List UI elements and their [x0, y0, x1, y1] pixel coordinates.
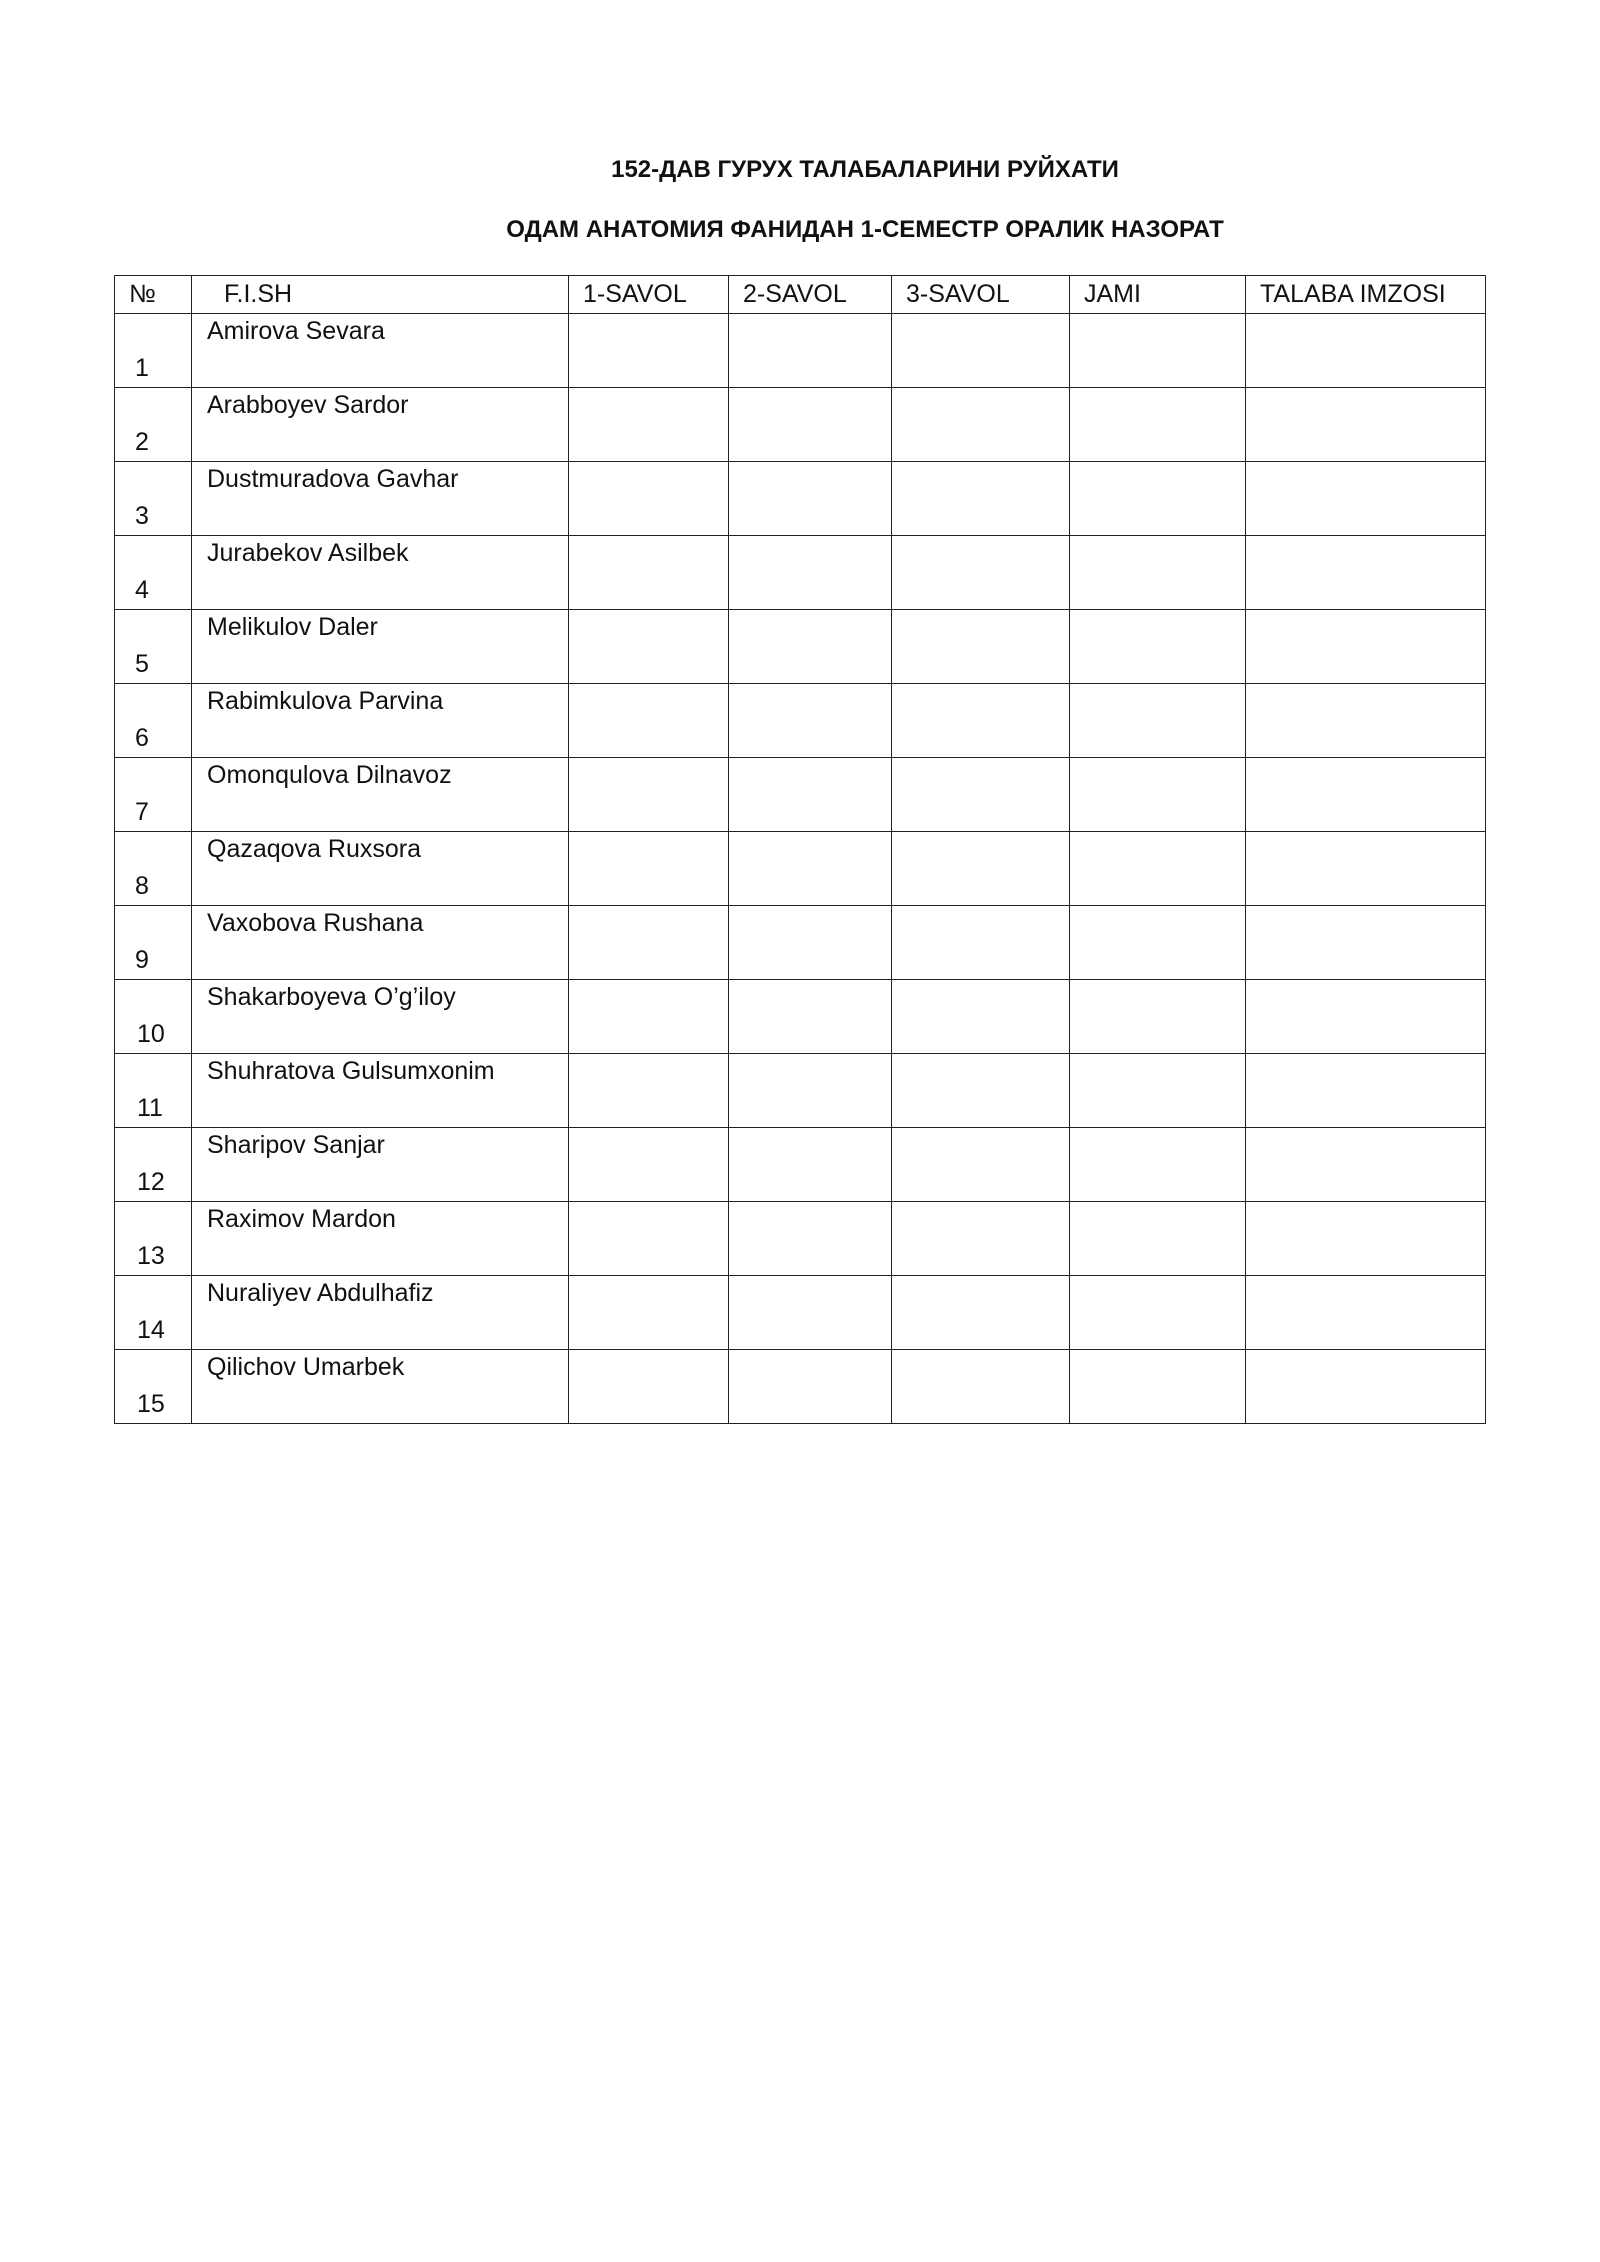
table-row [115, 684, 1486, 758]
question-1-cell [569, 610, 729, 684]
question-1-cell [569, 758, 729, 832]
student-name: Sharipov Sanjar [207, 1131, 385, 1159]
row-number-cell [115, 832, 192, 906]
question-1-cell [569, 684, 729, 758]
signature-cell [1246, 684, 1486, 758]
total-cell [1070, 832, 1246, 906]
student-name-cell [192, 314, 569, 388]
signature-cell [1246, 832, 1486, 906]
row-number: 13 [137, 1242, 165, 1270]
question-3-cell [892, 536, 1070, 610]
student-name: Arabboyev Sardor [207, 391, 409, 419]
total-cell [1070, 1276, 1246, 1350]
student-name: Jurabekov Asilbek [207, 539, 409, 567]
question-3-cell [892, 1276, 1070, 1350]
student-name: Vaxobova Rushana [207, 909, 424, 937]
table-row [115, 1350, 1486, 1424]
row-number-cell [115, 906, 192, 980]
question-1-cell [569, 388, 729, 462]
total-cell [1070, 536, 1246, 610]
row-number-cell [115, 758, 192, 832]
table-row [115, 610, 1486, 684]
total-cell [1070, 758, 1246, 832]
table-row [115, 462, 1486, 536]
question-2-cell [729, 1054, 892, 1128]
total-cell [1070, 1128, 1246, 1202]
signature-cell [1246, 906, 1486, 980]
table-row [115, 388, 1486, 462]
question-1-cell [569, 832, 729, 906]
question-3-cell [892, 1350, 1070, 1424]
question-2-cell [729, 1276, 892, 1350]
row-number-cell [115, 314, 192, 388]
question-3-cell [892, 832, 1070, 906]
signature-cell [1246, 610, 1486, 684]
question-2-cell [729, 314, 892, 388]
question-1-cell [569, 1054, 729, 1128]
row-number: 7 [135, 798, 149, 826]
header-student-signature: TALABA IMZOSI [1246, 276, 1486, 314]
row-number-cell [115, 462, 192, 536]
row-number: 2 [135, 428, 149, 456]
row-number-cell [115, 1202, 192, 1276]
question-3-cell [892, 906, 1070, 980]
student-name-cell [192, 1202, 569, 1276]
table-row [115, 980, 1486, 1054]
question-2-cell [729, 462, 892, 536]
table-row [115, 906, 1486, 980]
question-3-cell [892, 1128, 1070, 1202]
document-subtitle: ОДАМ АНАТОМИЯ ФАНИДАН 1-СЕМЕСТР ОРАЛИК НАЗОРАТ [506, 216, 1224, 243]
student-name: Shuhratova Gulsumxonim [207, 1057, 495, 1085]
question-3-cell [892, 684, 1070, 758]
question-2-cell [729, 906, 892, 980]
table-row [115, 536, 1486, 610]
header-question-2: 2-SAVOL [729, 276, 892, 314]
row-number-cell [115, 388, 192, 462]
question-1-cell [569, 1276, 729, 1350]
student-roster-table [114, 275, 1486, 1424]
question-1-cell [569, 1128, 729, 1202]
student-name: Nuraliyev Abdulhafiz [207, 1279, 434, 1307]
total-cell [1070, 314, 1246, 388]
student-name-cell [192, 1128, 569, 1202]
question-1-cell [569, 1350, 729, 1424]
total-cell [1070, 684, 1246, 758]
signature-cell [1246, 980, 1486, 1054]
total-cell [1070, 462, 1246, 536]
question-3-cell [892, 758, 1070, 832]
student-name-cell [192, 758, 569, 832]
student-name-cell [192, 536, 569, 610]
student-name-cell [192, 906, 569, 980]
question-3-cell [892, 388, 1070, 462]
question-3-cell [892, 314, 1070, 388]
total-cell [1070, 1202, 1246, 1276]
question-2-cell [729, 1202, 892, 1276]
table-row [115, 832, 1486, 906]
signature-cell [1246, 536, 1486, 610]
question-1-cell [569, 462, 729, 536]
student-name: Omonqulova Dilnavoz [207, 761, 452, 789]
row-number: 1 [135, 354, 149, 382]
question-1-cell [569, 314, 729, 388]
signature-cell [1246, 1128, 1486, 1202]
row-number-cell [115, 980, 192, 1054]
student-name-cell [192, 1350, 569, 1424]
student-name: Raximov Mardon [207, 1205, 396, 1233]
row-number: 12 [137, 1168, 165, 1196]
row-number: 15 [137, 1390, 165, 1418]
row-number: 10 [137, 1020, 165, 1048]
student-name: Shakarboyeva O’g’iloy [207, 983, 456, 1011]
signature-cell [1246, 462, 1486, 536]
total-cell [1070, 1054, 1246, 1128]
table-row [115, 1128, 1486, 1202]
student-name-cell [192, 1054, 569, 1128]
signature-cell [1246, 758, 1486, 832]
table-row [115, 758, 1486, 832]
question-2-cell [729, 832, 892, 906]
question-1-cell [569, 1202, 729, 1276]
row-number: 14 [137, 1316, 165, 1344]
student-name: Melikulov Daler [207, 613, 378, 641]
question-1-cell [569, 906, 729, 980]
student-name: Qazaqova Ruxsora [207, 835, 422, 863]
student-name-cell [192, 462, 569, 536]
student-name-cell [192, 832, 569, 906]
student-name: Amirova Sevara [207, 317, 385, 345]
question-2-cell [729, 1128, 892, 1202]
table-body [115, 314, 1486, 1424]
signature-cell [1246, 388, 1486, 462]
row-number-cell [115, 1350, 192, 1424]
table-row [115, 1054, 1486, 1128]
student-name: Dustmuradova Gavhar [207, 465, 459, 493]
row-number: 4 [135, 576, 149, 604]
question-3-cell [892, 1054, 1070, 1128]
question-3-cell [892, 610, 1070, 684]
header-total: JAMI [1070, 276, 1246, 314]
total-cell [1070, 1350, 1246, 1424]
table-row [115, 1202, 1486, 1276]
signature-cell [1246, 1276, 1486, 1350]
document-title: 152-ДАВ ГУРУХ ТАЛАБАЛАРИНИ РУЙХАТИ [611, 156, 1119, 183]
question-2-cell [729, 388, 892, 462]
question-2-cell [729, 610, 892, 684]
signature-cell [1246, 314, 1486, 388]
question-3-cell [892, 980, 1070, 1054]
student-name-cell [192, 980, 569, 1054]
signature-cell [1246, 1350, 1486, 1424]
question-1-cell [569, 980, 729, 1054]
row-number-cell [115, 1054, 192, 1128]
row-number: 6 [135, 724, 149, 752]
row-number-cell [115, 536, 192, 610]
signature-cell [1246, 1202, 1486, 1276]
table-row [115, 1276, 1486, 1350]
total-cell [1070, 388, 1246, 462]
row-number: 8 [135, 872, 149, 900]
student-name-cell [192, 388, 569, 462]
student-name-cell [192, 1276, 569, 1350]
total-cell [1070, 980, 1246, 1054]
student-name: Rabimkulova Parvina [207, 687, 444, 715]
question-3-cell [892, 462, 1070, 536]
table-header-row [115, 276, 1486, 314]
student-name-cell [192, 684, 569, 758]
row-number-cell [115, 1276, 192, 1350]
question-2-cell [729, 684, 892, 758]
row-number: 5 [135, 650, 149, 678]
row-number-cell [115, 1128, 192, 1202]
header-full-name: F.I.SH [192, 276, 569, 314]
student-name: Qilichov Umarbek [207, 1353, 405, 1381]
row-number-cell [115, 610, 192, 684]
row-number: 3 [135, 502, 149, 530]
row-number: 9 [135, 946, 149, 974]
header-number: № [115, 276, 192, 314]
total-cell [1070, 610, 1246, 684]
question-3-cell [892, 1202, 1070, 1276]
question-2-cell [729, 758, 892, 832]
question-2-cell [729, 536, 892, 610]
question-1-cell [569, 536, 729, 610]
row-number-cell [115, 684, 192, 758]
total-cell [1070, 906, 1246, 980]
header-question-3: 3-SAVOL [892, 276, 1070, 314]
row-number: 11 [137, 1094, 163, 1122]
question-2-cell [729, 1350, 892, 1424]
student-name-cell [192, 610, 569, 684]
signature-cell [1246, 1054, 1486, 1128]
question-2-cell [729, 980, 892, 1054]
header-question-1: 1-SAVOL [569, 276, 729, 314]
table-row [115, 314, 1486, 388]
